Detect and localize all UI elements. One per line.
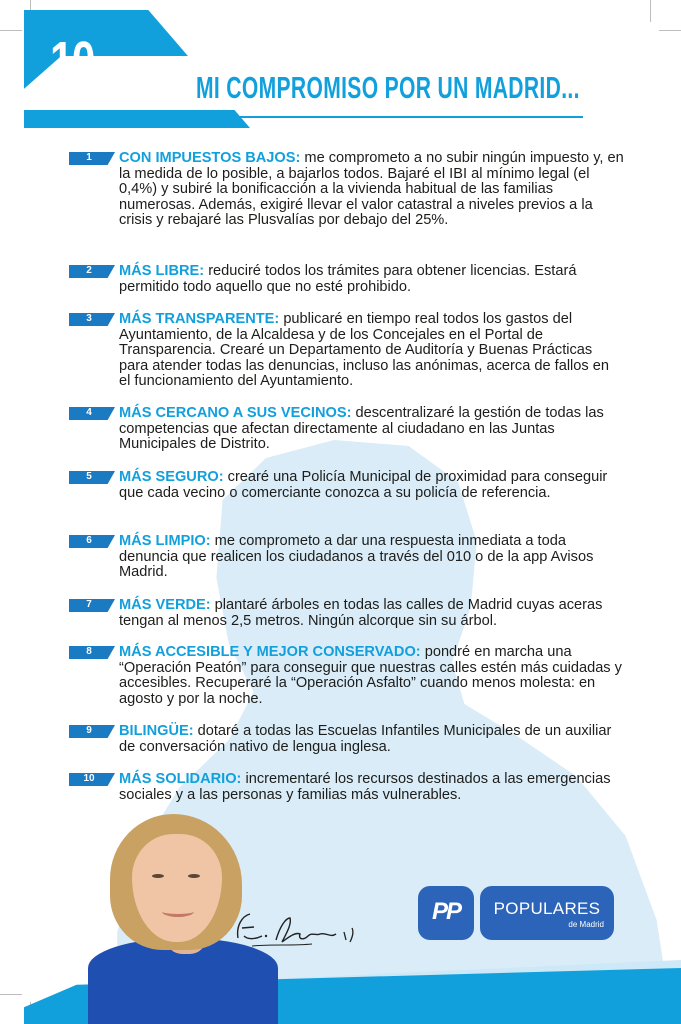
item-text xyxy=(119,406,624,453)
badge-number: 3 xyxy=(86,313,92,324)
badge-number: 9 xyxy=(86,725,92,736)
item-body: dotaré a todas las Escuelas Infantiles Municipales de un auxiliar de conversación nativo de lengua inglesa. xyxy=(119,723,612,755)
item-title: MÁS LIMPIO: xyxy=(119,533,211,549)
item-title: BILINGÜE: xyxy=(119,723,194,739)
photo-eye xyxy=(188,874,200,878)
item-text xyxy=(119,470,624,501)
item-text xyxy=(119,724,624,755)
item-body: publicaré en tiempo real todos los gastos del Ayuntamiento, de la Alcaldesa y de los Concejales en el Portal de Transparencia. Crearé un Departamento de Auditoría y Buenas Prácticas para atender todas las denuncias, incluso las anónimas, acerca de fallos en el funcionamiento del Ayuntamiento. xyxy=(119,311,610,390)
item-body: pondré en marcha una “Operación Peatón” para conseguir que nuestras calles estén más cuidadas y accesibles. Recuperaré la “Operación Asfalto” cuando menos molesta: en agosto y por la noche. xyxy=(119,644,622,707)
item-body: plantaré árboles en todas las calles de Madrid cuyas aceras tengan al menos 2,5 metros. Ningún alcorque sin su árbol. xyxy=(119,597,603,629)
badge-number: 1 xyxy=(86,152,92,163)
item-title: MÁS ACCESIBLE Y MEJOR CONSERVADO: xyxy=(119,644,421,660)
header-number: 10 xyxy=(50,31,94,91)
photo-smile xyxy=(162,906,194,917)
photo-eye xyxy=(152,874,164,878)
item-title: MÁS CERCANO A SUS VECINOS: xyxy=(119,405,352,421)
item-text xyxy=(119,645,624,707)
page-title: MI COMPROMISO POR UN MADRID... xyxy=(196,70,580,105)
badge-number: 10 xyxy=(83,773,95,784)
item-title: MÁS TRANSPARENTE: xyxy=(119,311,280,327)
signature xyxy=(232,906,362,952)
item-text xyxy=(119,772,624,803)
badge-number: 6 xyxy=(86,535,92,546)
badge-number: 4 xyxy=(86,407,92,418)
item-text xyxy=(119,598,624,629)
populares-logo-subtitle: de Madrid xyxy=(568,920,604,929)
item-body: crearé una Policía Municipal de proximidad para conseguir que cada vecino o comerciante conozca a su policía de referencia. xyxy=(119,469,608,501)
item-text xyxy=(119,312,624,390)
badge-number: 8 xyxy=(86,646,92,657)
populares-logo xyxy=(480,886,614,940)
item-title: CON IMPUESTOS BAJOS: xyxy=(119,150,301,166)
item-title: MÁS SOLIDARIO: xyxy=(119,771,242,787)
badge-number: 7 xyxy=(86,599,92,610)
badge-number: 2 xyxy=(86,265,92,276)
item-body: descentralizaré la gestión de todas las competencias que afectan directamente al ciudadano en las Juntas Municipales de Distrito. xyxy=(119,405,604,453)
item-title: MÁS LIBRE: xyxy=(119,263,205,279)
badge-number: 5 xyxy=(86,471,92,482)
pp-logo-text: PP xyxy=(431,898,460,925)
item-body: me comprometo a no subir ningún impuesto y, en la medida de lo posible, a bajarlos todos. Bajaré el IBI al mínimo legal (el 0,4%) y subiré la bonificacción a la vivienda habitual de las familias numerosas. Además, exigiré llevar el valor catastral a niveles previos a la crisis y rebajaré las Plusvalías por debajo del 25%. xyxy=(119,150,624,229)
item-body: reduciré todos los trámites para obtener licencias. Estará permitido todo aquello que no esté prohibido. xyxy=(119,263,577,295)
item-title: MÁS VERDE: xyxy=(119,597,211,613)
item-text xyxy=(119,151,624,229)
populares-logo-text: POPULARES xyxy=(493,899,601,918)
item-body: me comprometo a dar una respuesta inmediata a toda denuncia que realicen los ciudadanos a través del 010 o de la app Avisos Madrid. xyxy=(119,533,594,581)
pp-logo xyxy=(418,886,474,940)
item-title: MÁS SEGURO: xyxy=(119,469,224,485)
item-text xyxy=(119,534,624,581)
item-body: incrementaré los recursos destinados a las emergencias sociales y a las personas y familias más vulnerables. xyxy=(119,771,611,803)
item-text xyxy=(119,264,624,295)
